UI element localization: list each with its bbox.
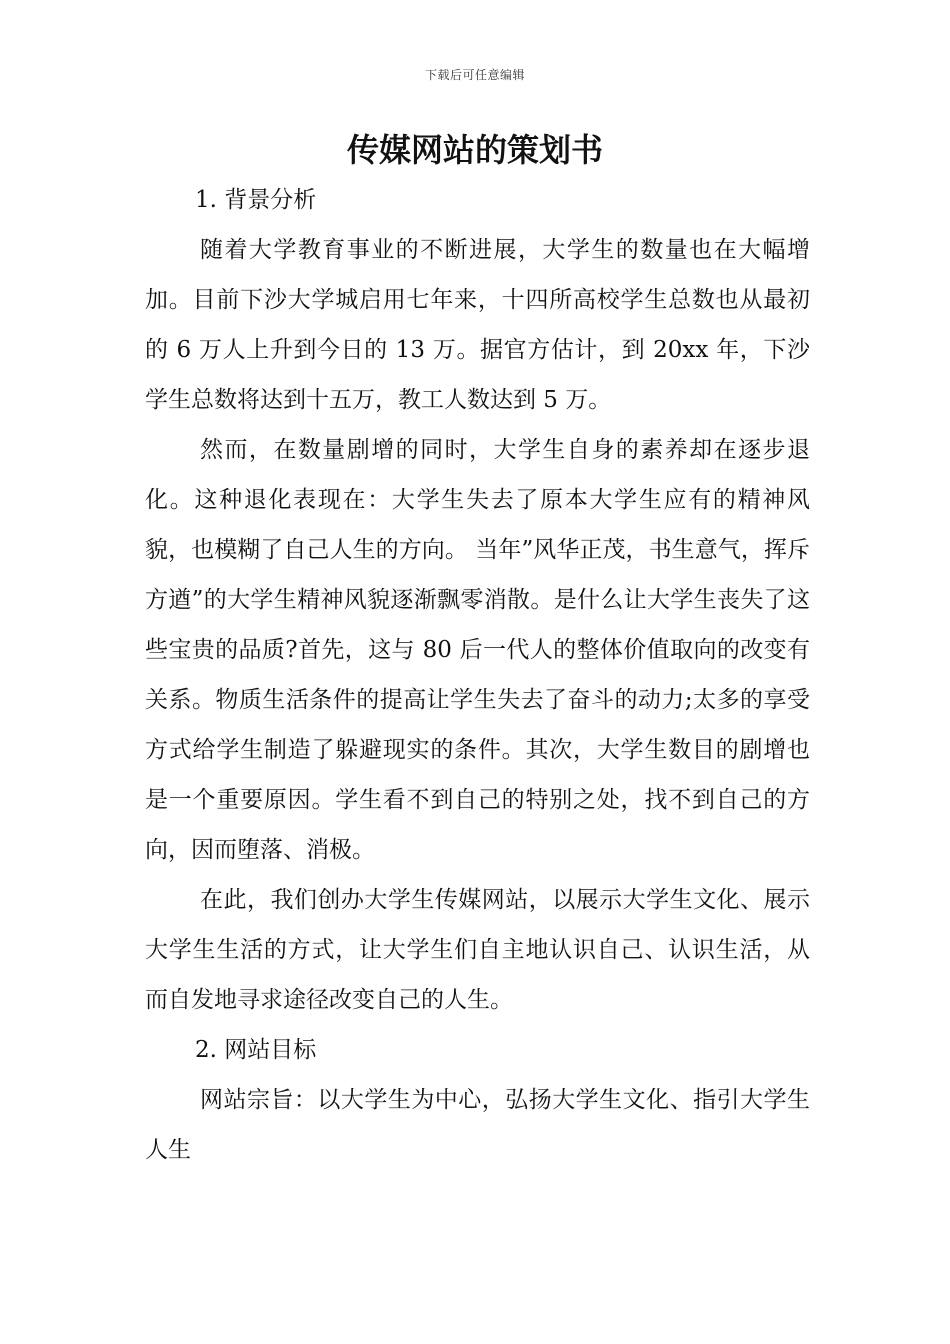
section-site-goals	[145, 1025, 810, 1175]
paragraph: 在此，我们创办大学生传媒网站，以展示大学生文化、展示大学生生活的方式，让大学生们自主地认识自己、认识生活，从而自发地寻求途径改变自己的人生。	[145, 887, 810, 1013]
header-note: 下载后可任意编辑	[424, 68, 525, 82]
section-heading: 2. 网站目标	[195, 1037, 317, 1063]
section-heading: 1. 背景分析	[195, 187, 317, 213]
paragraph: 随着大学教育事业的不断进展，大学生的数量也在大幅增加。目前下沙大学城启用七年来，十四所高校学生总数也从最初的 6 万人上升到今日的 13 万。据官方估计，到 20xx 年，下沙学生总数将达到十五万，教工人数达到 5 万。	[145, 237, 810, 413]
document-body	[145, 175, 810, 1175]
paragraph: 网站宗旨：以大学生为中心，弘扬大学生文化、指引大学生人生	[145, 1087, 810, 1163]
paragraph: 然而，在数量剧增的同时，大学生自身的素养却在逐步退化。这种退化表现在：大学生失去了原本大学生应有的精神风貌，也模糊了自己人生的方向。 当年”风华正茂，书生意气，挥斥方遒”的大学生精神风貌逐渐飘零消散。是什么让大学生丧失了这些宝贵的品质?首先，这与 80 后一代人的整体价值取向的改变有关系。物质生活条件的提高让学生失去了奋斗的动力;太多的享受方式给学生制造了躲避现实的条件。其次，大学生数目的剧增也是一个重要原因。学生看不到自己的特别之处，找不到自己的方向，因而堕落、消极。	[145, 437, 810, 863]
document-title: 传媒网站的策划书	[346, 131, 603, 169]
section-background	[145, 175, 810, 1025]
